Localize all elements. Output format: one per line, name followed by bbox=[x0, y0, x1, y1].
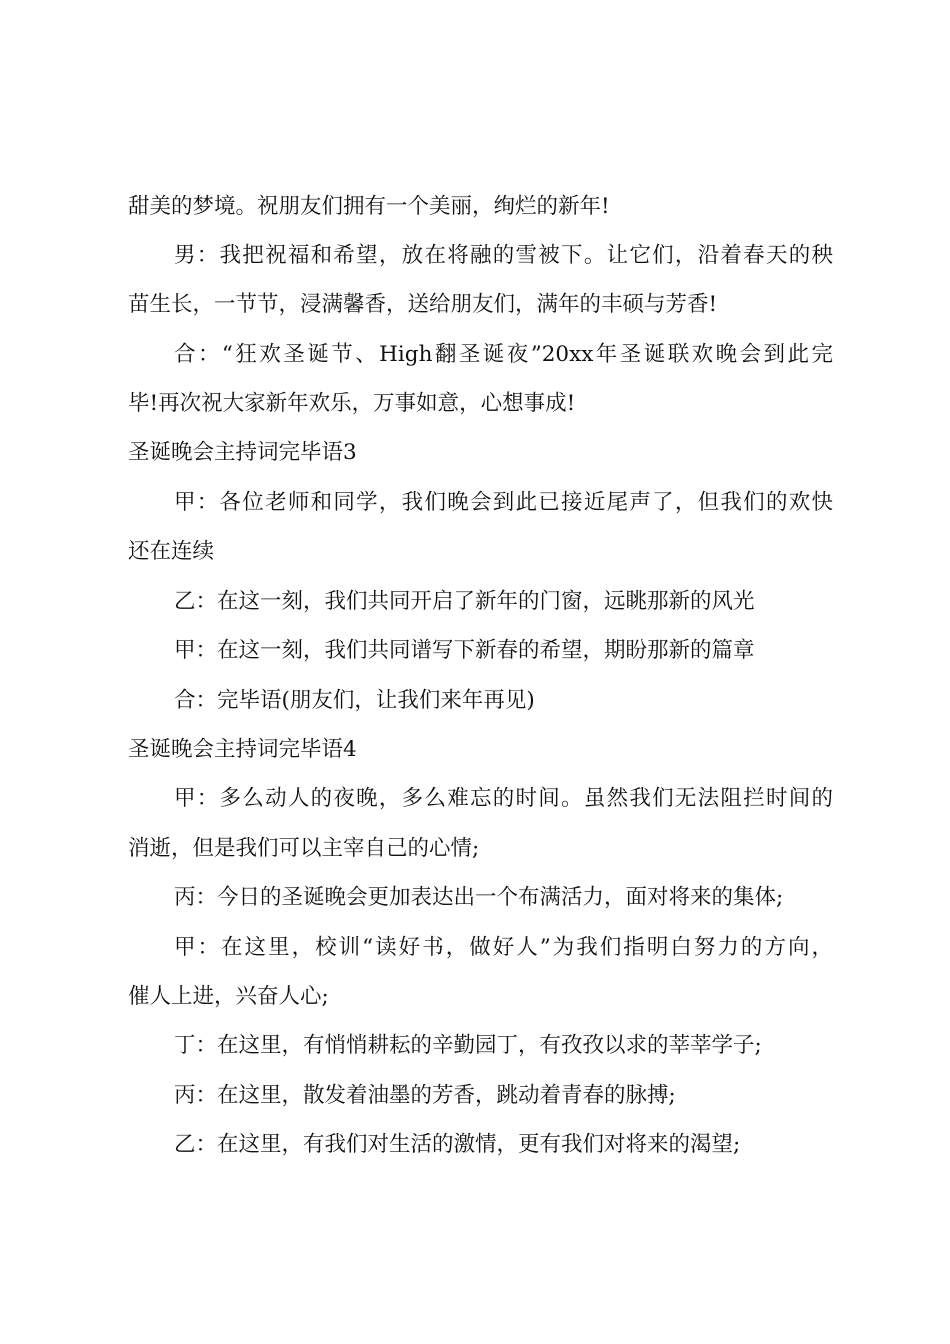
paragraph-line: 合：完毕语(朋友们，让我们来年再见) bbox=[174, 688, 535, 713]
paragraph-line: 甲：多么动人的夜晚，多么难忘的时间。虽然我们无法阻拦时间的 bbox=[174, 786, 833, 811]
paragraph-line: 丁：在这里，有悄悄耕耘的辛勤园丁，有孜孜以求的莘莘学子; bbox=[174, 1033, 762, 1058]
paragraph-line: 丙：今日的圣诞晚会更加表达出一个布满活力，面对将来的集体; bbox=[174, 885, 784, 910]
paragraph-line: 乙：在这一刻，我们共同开启了新年的门窗，远眺那新的风光 bbox=[174, 589, 755, 614]
paragraph-line: 合：“狂欢圣诞节、High翻圣诞夜”20xx年圣诞联欢晚会到此完 bbox=[174, 342, 833, 367]
paragraph-line: 甲：在这里，校训“读好书，做好人”为我们指明白努力的方向， bbox=[174, 935, 833, 960]
paragraph-line: 苗生长，一节节，浸满馨香，送给朋友们，满年的丰硕与芳香! bbox=[128, 292, 718, 317]
paragraph-line: 甜美的梦境。祝朋友们拥有一个美丽，绚烂的新年! bbox=[128, 194, 610, 219]
paragraph-line: 甲：各位老师和同学，我们晚会到此已接近尾声了，但我们的欢快 bbox=[174, 490, 833, 515]
paragraph-line: 消逝，但是我们可以主宰自己的心情; bbox=[128, 836, 480, 861]
section-heading: 圣诞晚会主持词完毕语4 bbox=[128, 737, 357, 762]
paragraph-line: 催人上进，兴奋人心; bbox=[128, 984, 329, 1009]
paragraph-line: 甲：在这一刻，我们共同谱写下新春的希望，期盼那新的篇章 bbox=[174, 638, 755, 663]
section-heading: 圣诞晚会主持词完毕语3 bbox=[128, 440, 357, 465]
paragraph-line: 乙：在这里，有我们对生活的激情，更有我们对将来的渴望; bbox=[174, 1132, 741, 1157]
paragraph-line: 男：我把祝福和希望，放在将融的雪被下。让它们，沿着春天的秧 bbox=[174, 243, 833, 268]
paragraph-line: 丙：在这里，散发着油墨的芳香，跳动着青春的脉搏; bbox=[174, 1083, 676, 1108]
paragraph-line: 毕!再次祝大家新年欢乐，万事如意，心想事成! bbox=[128, 391, 576, 416]
paragraph-line: 还在连续 bbox=[128, 539, 215, 564]
